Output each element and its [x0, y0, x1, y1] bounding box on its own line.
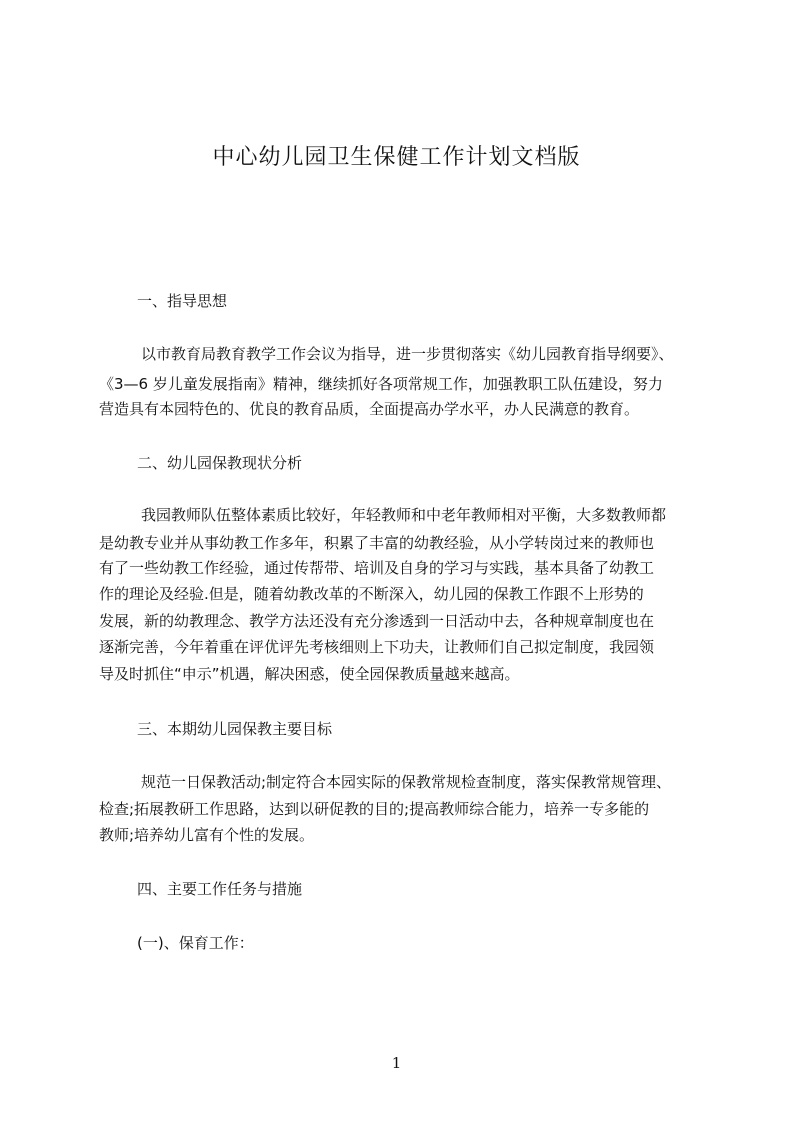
section-heading-2: 二、幼儿园保教现状分析	[137, 454, 303, 472]
paragraph-line: 营造具有本园特色的、优良的教育品质，全面提高办学水平，办人民满意的教育。	[99, 400, 640, 418]
paragraph-line: 逐渐完善，今年着重在评优评先考核细则上下功夫，让教师们自己拟定制度，我园领	[99, 638, 655, 656]
paragraph-line: 规范一日保教活动;制定符合本园实际的保教常规检查制度，落实保教常规管理、	[141, 773, 672, 791]
paragraph-line: 导及时抓住“申示”机遇，解决困惑，使全园保教质量越来越高。	[99, 665, 520, 683]
paragraph-line: 发展，新的幼教理念、教学方法还没有充分渗透到一日活动中去，各种规章制度也在	[99, 612, 655, 630]
paragraph-line: 作的理论及经验.但是，随着幼教改革的不断深入，幼儿园的保教工作跟不上形势的	[99, 585, 644, 603]
paragraph-line: 以市教育局教育教学工作会议为指导，进一步贯彻落实《幼儿园教育指导纲要》、	[141, 345, 674, 363]
paragraph-line: 我园教师队伍整体素质比较好，年轻教师和中老年教师相对平衡，大多数教师都	[141, 506, 667, 524]
section-heading-4: 四、主要工作任务与措施	[137, 880, 303, 898]
paragraph-line: 教师;培养幼儿富有个性的发展。	[99, 826, 315, 844]
subsection-heading: (一)、保育工作：	[137, 934, 254, 952]
document-title: 中心幼儿园卫生保健工作计划文档版	[212, 145, 581, 170]
section-heading-3: 三、本期幼儿园保教主要目标	[137, 720, 333, 738]
paragraph-line: 有了一些幼教工作经验，通过传帮带、培训及自身的学习与实践，基本具备了幼教工	[99, 559, 655, 577]
page-number: 1	[391, 1054, 402, 1072]
section-heading-1: 一、指导思想	[137, 292, 228, 310]
paragraph-line: 检查;拓展教研工作思路，达到以研促教的目的;提高教师综合能力，培养一专多能的	[99, 800, 650, 818]
paragraph-line: 《3—6 岁儿童发展指南》精神，继续抓好各项常规工作，加强教职工队伍建设，努力	[99, 375, 663, 393]
paragraph-line: 是幼教专业并从事幼教工作多年，积累了丰富的幼教经验，从小学转岗过来的教师也	[99, 534, 655, 552]
